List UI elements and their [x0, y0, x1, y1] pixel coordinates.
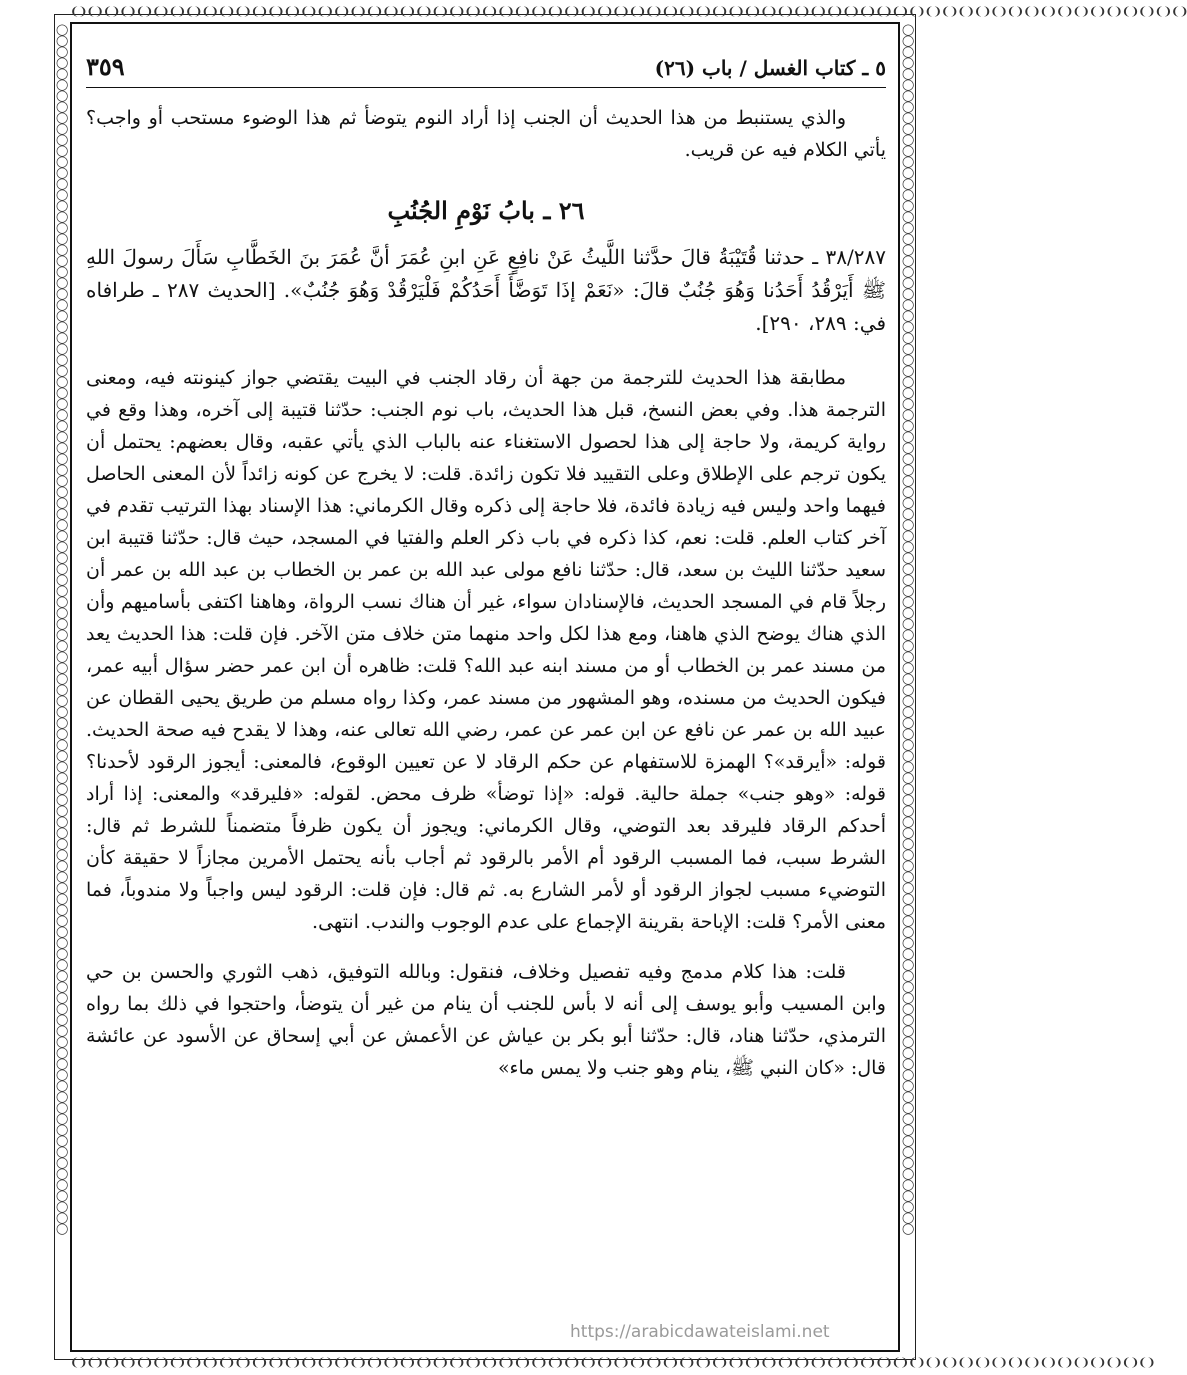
commentary-paragraph-1: مطابقة هذا الحديث للترجمة من جهة أن رقاد الجنب في البيت يقتضي جواز كينونته فيه، ومعنى الترجمة هذا. وفي بعض النسخ، قبل هذا الحديث، باب نوم الجنب: حدّثنا قتيبة إلى آخره، وهذا وقع في رواية كريمة، ولا حاجة إلى هذا لحصول الاستغناء عنه بالباب الذي يأتي عقبه، وقال بعضهم: يحتمل أن يكون ترجم على الإطلاق وعلى التقييد فلا تكون زائدة. قلت: لا يخرج عن كونه زائداً لأن المعنى الحاصل فيهما واحد وليس فيه زيادة فائدة، فلا حاجة إلى ذكره وقال الكرماني: هذا الإسناد بهذا الترتيب تقدم في آخر كتاب العلم. قلت: نعم، كذا ذكره في باب ذكر العلم والفتيا في المسجد، حيث قال: حدّثنا قتيبة ابن سعيد حدّثنا الليث بن سعد، قال: حدّثنا نافع مولى عبد الله بن عمر بن الخطاب بن عبد الله بن عمر أن رجلاً قام في المسجد الحديث، فالإسنادان سواء، غير أن هناك نسب الرواة، وهاهنا اكتفى بأساميهم وأن الذي هناك يوضح الذي هاهنا، ومع هذا لكل واحد منهما متن خلاف متن الآخر. فإن قلت: هذا الحديث يعد من مسند عمر بن الخطاب أو من مسند ابنه عبد الله؟ قلت: ظاهره أن ابن عمر حضر سؤال أبيه عمر، فيكون الحديث من مسنده، وهو المشهور من مسند عمر، وكذا رواه مسلم من طريق يحيى القطان عن عبيد الله بن عمر عن نافع عن ابن عمر عن عمر، رضي الله تعالى عنه، وهذا لا يقدح فيه صحة الحديث. قوله: «أيرقد»؟ الهمزة للاستفهام عن حكم الرقاد لا عن تعيين الوقوع، فالمعنى: أيجوز الرقود لأحدنا؟ قوله: «وهو جنب» جملة حالية. قوله: «إذا توضأ» ظرف محض. لقوله: «فليرقد» والمعنى: إذا أراد أحدكم الرقاد فليرقد بعد التوضي، وقال الكرماني: ويجوز أن يكون ظرفاً متضمناً للشرط ثم قال: الشرط سبب، فما المسبب الرقود أم الأمر بالرقود ثم أجاب بأنه يحتمل الأمرين مجازاً لا حقيقة كأن التوضيء مسبب لجواز الرقود أو لأمر الشارع به. ثم قال: فإن قلت: الرقود ليس واجباً ولا مندوباً، فما معنى الأمر؟ قلت: الإباحة بقرينة الإجماع على عدم الوجوب والندب. انتهى. [86, 367, 887, 933]
ornament-border-right: ◯◯◯◯◯◯◯◯◯◯◯◯◯◯◯◯◯◯◯◯◯◯◯◯◯◯◯◯◯◯◯◯◯◯◯◯◯◯◯◯◯◯◯◯◯◯◯◯◯◯◯◯◯◯◯◯◯◯◯◯◯◯◯◯◯◯◯◯◯◯◯◯◯◯◯◯◯◯◯◯◯◯◯◯◯◯◯◯◯◯◯◯◯◯◯◯◯◯◯◯◯◯◯◯◯◯◯◯◯◯ [902, 23, 914, 1235]
intro-paragraph: والذي يستنبط من هذا الحديث أن الجنب إذا أراد النوم يتوضأ ثم هذا الوضوء مستحب أو واجب؟ يأتي الكلام فيه عن قريب. [86, 107, 886, 161]
page-number: ٣٥٩ [86, 52, 125, 81]
commentary-paragraph-2: قلت: هذا كلام مدمج وفيه تفصيل وخلاف، فنقول: وبالله التوفيق، ذهب الثوري والحسن بن حي وابن المسيب وأبو يوسف إلى أنه لا بأس للجنب أن ينام من غير أن يتوضأ، واحتجوا في ذلك بما رواه الترمذي، حدّثنا هناد، قال: حدّثنا أبو بكر بن عياش عن الأعمش عن أبي إسحاق عن الأسود عن عائشة قال: «كان النبي ﷺ، ينام وهو جنب ولا يمس ماء» [86, 961, 886, 1079]
chapter-heading: ٥ ـ كتاب الغسل / باب (٢٦) [654, 56, 886, 80]
hadith-text: ٣٨/٢٨٧ ـ حدثنا قُتَيْبَةُ قالَ حدَّثنا اللَّيثُ عَنْ نافِعٍ عَنِ ابنِ عُمَرَ أنَّ عُمَرَ بنَ الخَطَّابِ سَأَلَ رسولَ اللهِ ﷺ أَيَرْقُدُ أَحَدُنا وَهُوَ جُنُبٌ قالَ: «نَعَمْ إذَا تَوَضَّأَ أَحَدُكُمْ فَلْيَرْقُدْ وَهُوَ جُنُبٌ». [الحديث ٢٨٧ ـ طرافاه في: ٢٨٩، ٢٩٠]. [86, 245, 887, 335]
running-header [86, 52, 886, 88]
page-content [86, 52, 886, 1084]
ornament-border-bottom: ❨❩❨❩❨❩❨❩❨❩❨❩❨❩❨❩❨❩❨❩❨❩❨❩❨❩❨❩❨❩❨❩❨❩❨❩❨❩❨❩❨❩❨❩❨❩❨❩❨❩❨❩❨❩❨❩❨❩❨❩❨❩❨❩❨❩❨❩❨❩❨❩❨❩❨❩❨❩❨❩❨❩❨❩❨❩❨❩❨❩❨❩❨❩❨❩❨❩❨❩❨❩❨❩❨❩❨❩❨❩❨❩❨❩❨❩❨❩❨❩❨❩❨❩❨❩❨❩❨❩❨❩ [70, 1356, 1155, 1369]
ornament-border-top: ❨❩❨❩❨❩❨❩❨❩❨❩❨❩❨❩❨❩❨❩❨❩❨❩❨❩❨❩❨❩❨❩❨❩❨❩❨❩❨❩❨❩❨❩❨❩❨❩❨❩❨❩❨❩❨❩❨❩❨❩❨❩❨❩❨❩❨❩❨❩❨❩❨❩❨❩❨❩❨❩❨❩❨❩❨❩❨❩❨❩❨❩❨❩❨❩❨❩❨❩❨❩❨❩❨❩❨❩❨❩❨❩❨❩❨❩❨❩❨❩❨❩❨❩❨❩❨❩❨❩❨❩❨❩❨❩ [70, 5, 1187, 18]
section-title: ٢٦ ـ بابُ نَوْمِ الجُنُبِ [387, 196, 585, 225]
watermark-url: https://arabicdawateislami.net [570, 1322, 830, 1342]
ornament-border-left: ◯◯◯◯◯◯◯◯◯◯◯◯◯◯◯◯◯◯◯◯◯◯◯◯◯◯◯◯◯◯◯◯◯◯◯◯◯◯◯◯◯◯◯◯◯◯◯◯◯◯◯◯◯◯◯◯◯◯◯◯◯◯◯◯◯◯◯◯◯◯◯◯◯◯◯◯◯◯◯◯◯◯◯◯◯◯◯◯◯◯◯◯◯◯◯◯◯◯◯◯◯◯◯◯◯◯◯◯◯◯ [56, 23, 68, 1235]
